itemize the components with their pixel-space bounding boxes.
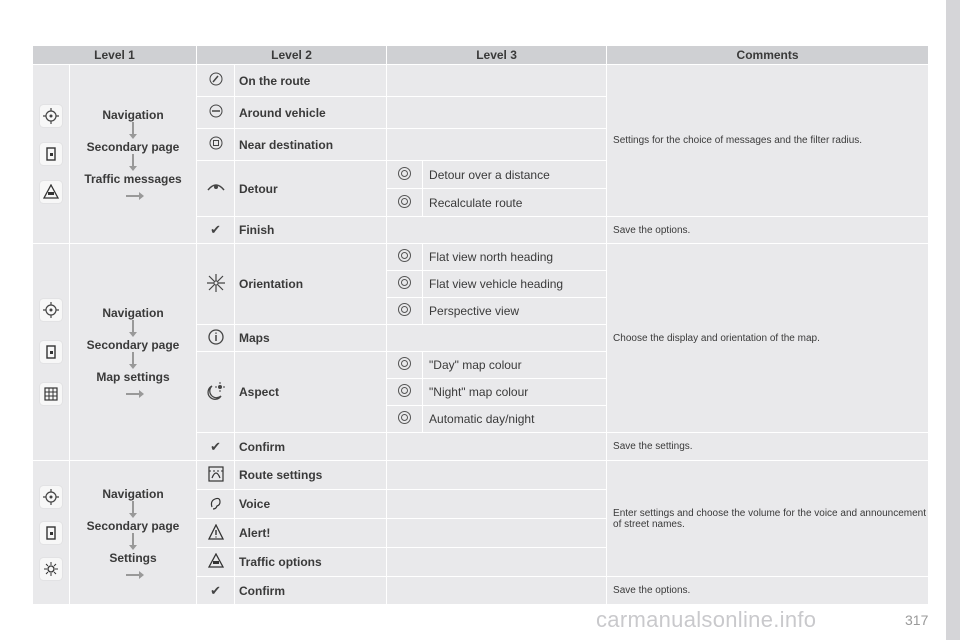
arrow-right-icon xyxy=(126,393,140,395)
arrow-down-icon xyxy=(132,122,134,136)
right-edge-bar xyxy=(946,0,960,640)
arrow-right-icon xyxy=(126,195,140,197)
level2-traffic-options: Traffic options xyxy=(235,548,387,577)
level3-flat-north: Flat view north heading xyxy=(423,244,607,271)
nav-step-secondary-page: Secondary page xyxy=(86,140,180,154)
page-number: 317 xyxy=(905,612,929,628)
traffic-messages-icon xyxy=(40,181,62,203)
nav-step-secondary-page: Secondary page xyxy=(86,338,180,352)
nav-step-navigation: Navigation xyxy=(102,486,164,501)
arrow-right-icon xyxy=(126,574,140,576)
radio-icon xyxy=(387,244,423,271)
arrow-down-icon xyxy=(132,154,134,168)
check-icon: ✔ xyxy=(197,433,235,461)
level2-confirm: Confirm xyxy=(235,577,387,605)
secondary-page-icon xyxy=(40,143,62,165)
secondary-page-icon xyxy=(40,522,62,544)
nav-step-traffic-messages: Traffic messages xyxy=(84,172,182,186)
voice-icon xyxy=(197,490,235,519)
comment-map: Choose the display and orientation of the map. xyxy=(607,244,929,433)
maps-icon xyxy=(197,325,235,352)
arrow-down-icon xyxy=(132,501,134,515)
alert-icon xyxy=(197,519,235,548)
radio-icon xyxy=(387,189,423,217)
level2-on-the-route: On the route xyxy=(235,65,387,97)
header-level2: Level 2 xyxy=(197,46,387,65)
comment-save-options: Save the options. xyxy=(607,217,929,244)
secondary-page-icon xyxy=(40,341,62,363)
comment-save-options: Save the options. xyxy=(607,577,929,605)
level2-around-vehicle: Around vehicle xyxy=(235,97,387,129)
on-route-icon xyxy=(197,65,235,97)
map-settings-icon xyxy=(40,383,62,405)
level3-recalculate-route: Recalculate route xyxy=(423,189,607,217)
level2-route-settings: Route settings xyxy=(235,461,387,490)
nav-step-secondary-page: Secondary page xyxy=(86,518,180,533)
navigation-target-icon xyxy=(40,105,62,127)
radio-icon xyxy=(387,379,423,406)
radio-icon xyxy=(387,406,423,433)
level2-orientation: Orientation xyxy=(235,244,387,325)
route-settings-icon xyxy=(197,461,235,490)
header-row xyxy=(33,46,929,65)
radio-icon xyxy=(387,298,423,325)
around-vehicle-icon xyxy=(197,97,235,129)
arrow-down-icon xyxy=(132,352,134,366)
navigation-target-icon xyxy=(40,299,62,321)
traffic-options-icon xyxy=(197,548,235,577)
level2-detour: Detour xyxy=(235,161,387,217)
nav-step-map-settings: Map settings xyxy=(96,370,170,384)
watermark: carmanualsonline.info xyxy=(596,607,817,632)
radio-icon xyxy=(387,161,423,189)
header-comments: Comments xyxy=(607,46,929,65)
arrow-down-icon xyxy=(132,320,134,334)
level3-perspective: Perspective view xyxy=(423,298,607,325)
arrow-down-icon xyxy=(132,533,134,547)
detour-icon xyxy=(197,161,235,217)
level3-night-colour: "Night" map colour xyxy=(423,379,607,406)
near-destination-icon xyxy=(197,129,235,161)
radio-icon xyxy=(387,271,423,298)
settings-table xyxy=(32,45,929,605)
level2-voice: Voice xyxy=(235,490,387,519)
level3-flat-vehicle: Flat view vehicle heading xyxy=(423,271,607,298)
comment-settings: Enter settings and choose the volume for the voice and announcement of street names. xyxy=(607,461,929,577)
settings-icon xyxy=(40,558,62,580)
comment-traffic-messages: Settings for the choice of messages and the filter radius. xyxy=(607,65,929,217)
nav-step-navigation: Navigation xyxy=(102,108,164,122)
level2-finish: Finish xyxy=(235,217,387,244)
level2-maps: Maps xyxy=(235,325,387,352)
table-row xyxy=(33,461,929,490)
level2-confirm: Confirm xyxy=(235,433,387,461)
nav-step-settings: Settings xyxy=(109,550,157,565)
orientation-icon xyxy=(197,244,235,325)
level3-day-colour: "Day" map colour xyxy=(423,352,607,379)
table-row xyxy=(33,65,929,97)
navigation-target-icon xyxy=(40,486,62,508)
level2-aspect: Aspect xyxy=(235,352,387,433)
level3-automatic: Automatic day/night xyxy=(423,406,607,433)
comment-save-settings: Save the settings. xyxy=(607,433,929,461)
nav-step-navigation: Navigation xyxy=(102,306,164,320)
check-icon: ✔ xyxy=(197,577,235,605)
table-row xyxy=(33,244,929,271)
level3-detour-over-distance: Detour over a distance xyxy=(423,161,607,189)
level2-near-destination: Near destination xyxy=(235,129,387,161)
aspect-icon xyxy=(197,352,235,433)
level2-alert: Alert! xyxy=(235,519,387,548)
check-icon: ✔ xyxy=(197,217,235,244)
header-level1: Level 1 xyxy=(33,46,197,65)
radio-icon xyxy=(387,352,423,379)
header-level3: Level 3 xyxy=(387,46,607,65)
